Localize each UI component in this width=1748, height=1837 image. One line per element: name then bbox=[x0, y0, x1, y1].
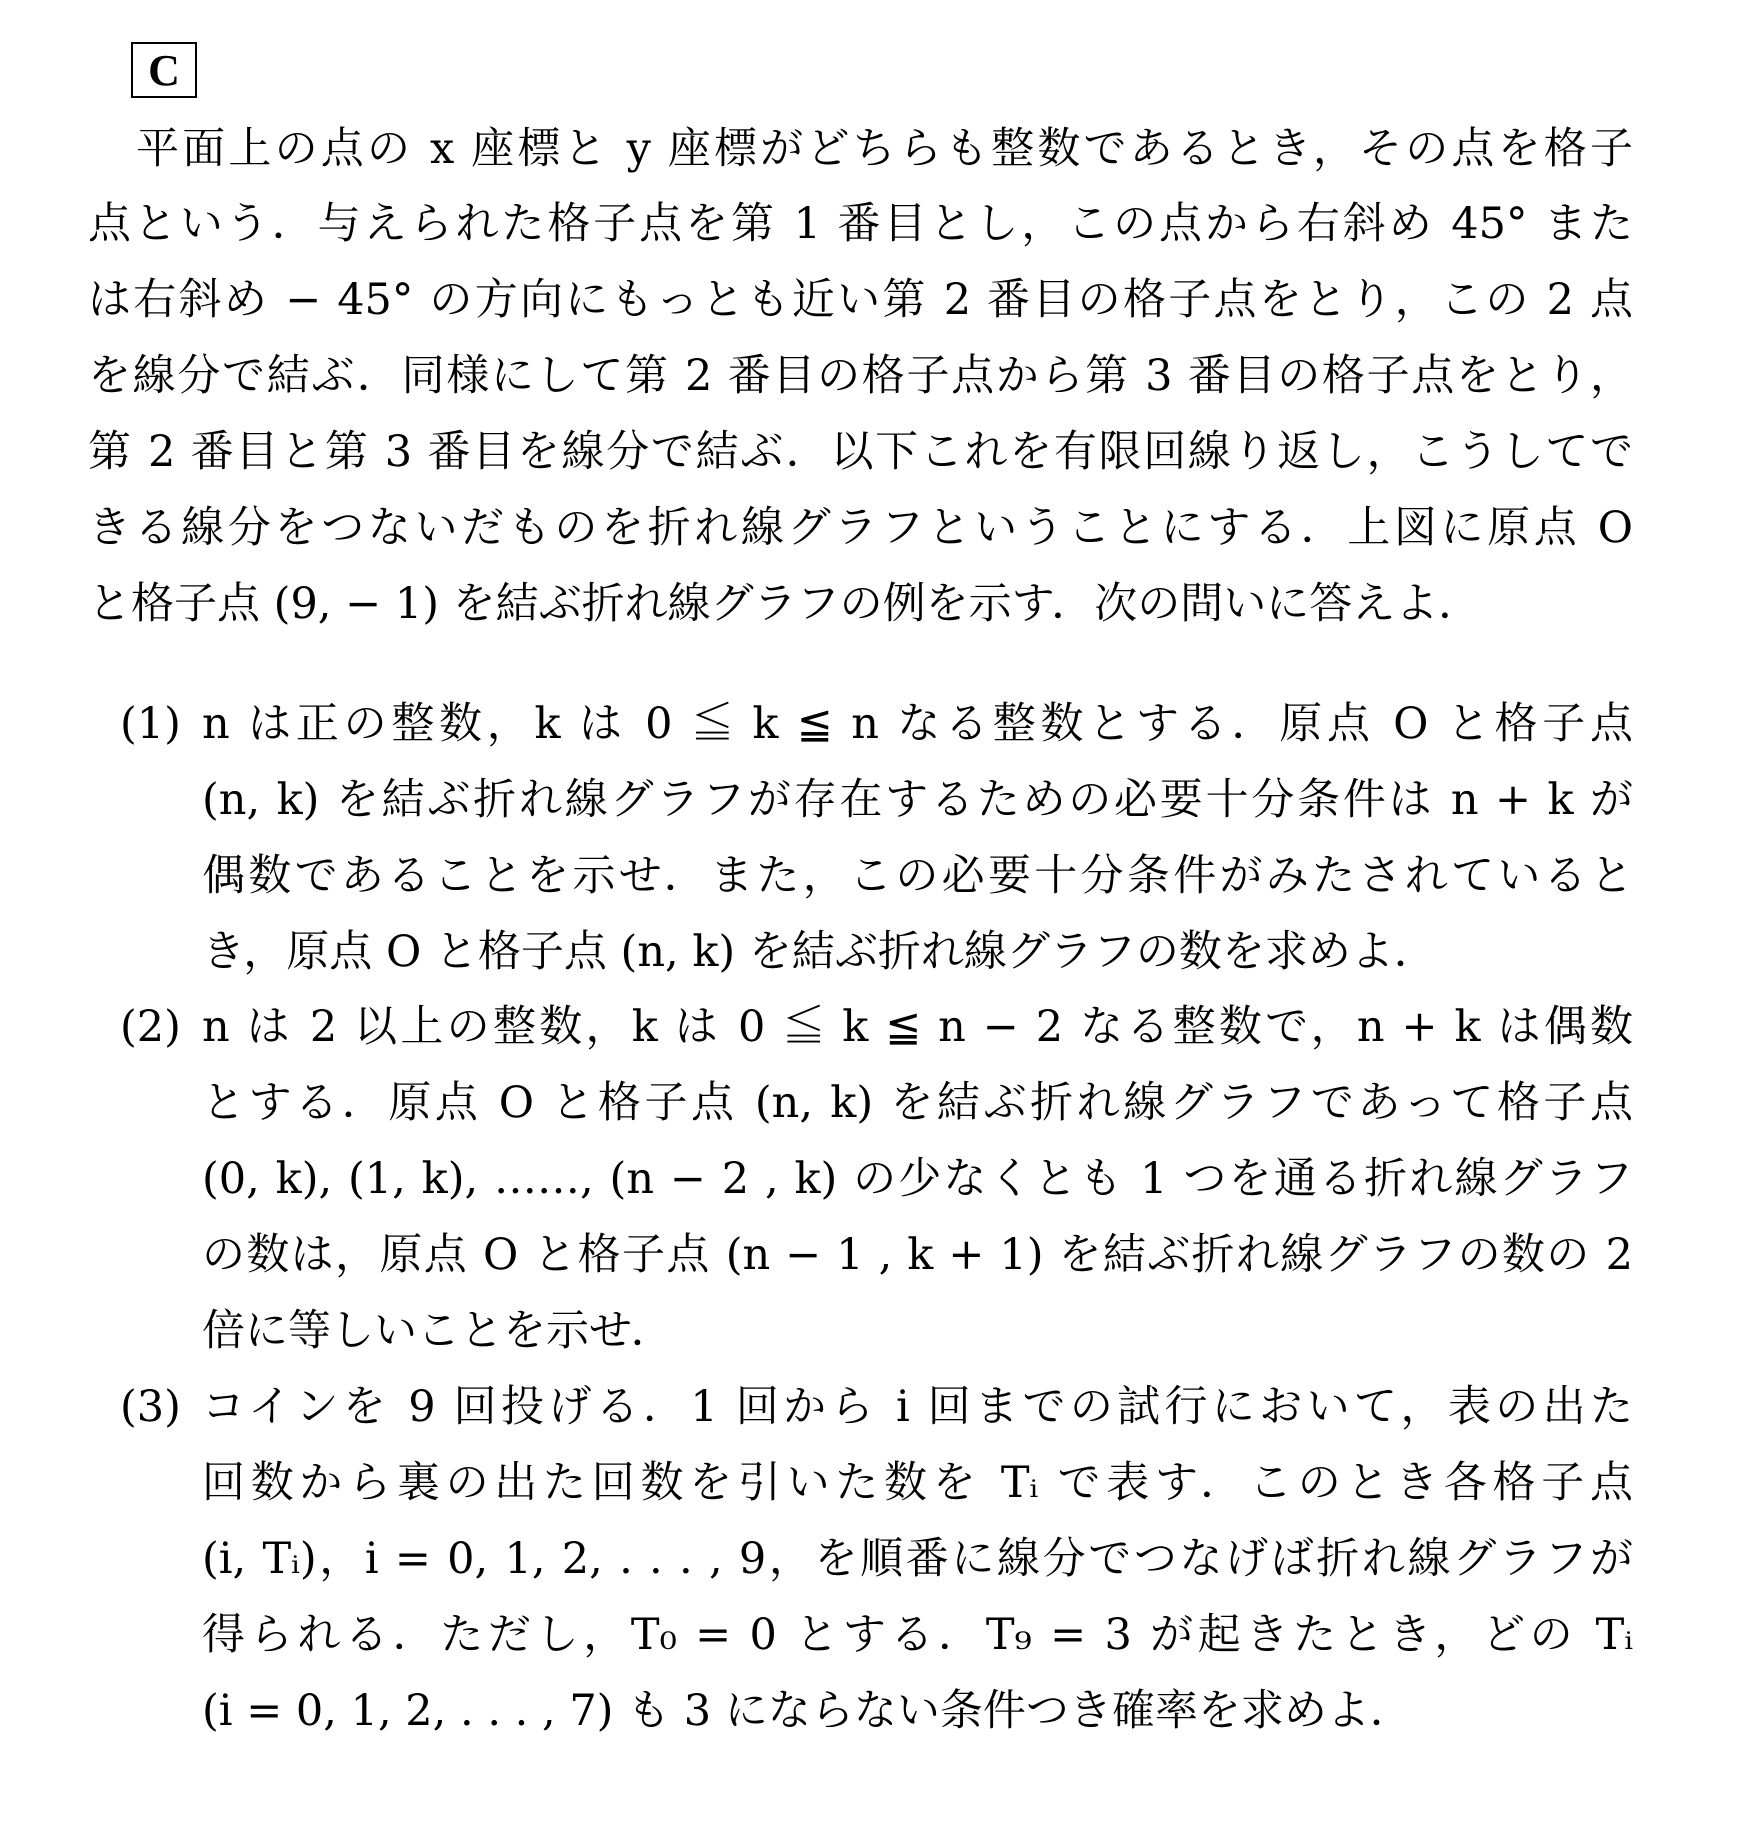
question-line: (0, k), (1, k), ……, (n − 2 , k) の少なくとも 1 つを通る折れ線グラフ bbox=[202, 1154, 1633, 1204]
question-line: 倍に等しいことを示せ． bbox=[202, 1306, 674, 1356]
intro-line: 点という．与えられた格子点を第 1 番目とし，この点から右斜め 45° また bbox=[88, 199, 1633, 249]
question-line: n は 2 以上の整数，k は 0 ≦ k ≦ n − 2 なる整数で，n + k は偶数 bbox=[202, 1002, 1633, 1052]
question-line: き，原点 O と格子点 (n, k) を結ぶ折れ線グラフの数を求めよ． bbox=[202, 927, 1437, 977]
question-line: (i = 0, 1, 2, . . . , 7) も 3 にならない条件つき確率を求めよ． bbox=[202, 1686, 1413, 1736]
intro-line: は右斜め − 45° の方向にもっとも近い第 2 番目の格子点をとり，この 2 点 bbox=[88, 275, 1633, 325]
question-number: (2) bbox=[120, 1002, 181, 1052]
question-line: 得られる．ただし，T₀ = 0 とする．T₉ = 3 が起きたとき，どの Tᵢ bbox=[202, 1610, 1633, 1660]
question-line: (n, k) を結ぶ折れ線グラフが存在するための必要十分条件は n + k が bbox=[202, 775, 1633, 825]
intro-line: きる線分をつないだものを折れ線グラフということにする．上図に原点 O bbox=[88, 503, 1633, 553]
intro-line: 平面上の点の x 座標と y 座標がどちらも整数であるとき，その点を格子 bbox=[136, 124, 1633, 174]
question-line: n は正の整数，k は 0 ≦ k ≦ n なる整数とする．原点 O と格子点 bbox=[202, 699, 1633, 749]
question-number: (1) bbox=[120, 699, 181, 749]
problem-label: C bbox=[131, 42, 197, 98]
question-number: (3) bbox=[120, 1382, 181, 1432]
intro-line: と格子点 (9, − 1) を結ぶ折れ線グラフの例を示す．次の問いに答えよ． bbox=[88, 579, 1482, 629]
question-line: コインを 9 回投げる．1 回から i 回までの試行において，表の出た bbox=[202, 1382, 1633, 1432]
question-line: 回数から裏の出た回数を引いた数を Tᵢ で表す．このとき各格子点 bbox=[202, 1458, 1633, 1508]
intro-line: 第 2 番目と第 3 番目を線分で結ぶ．以下これを有限回線り返し，こうしてで bbox=[88, 427, 1633, 477]
intro-line: を線分で結ぶ．同様にして第 2 番目の格子点から第 3 番目の格子点をとり， bbox=[88, 351, 1633, 401]
question-line: (i, Tᵢ)，i = 0, 1, 2, . . . , 9，を順番に線分でつなげば折れ線グラフが bbox=[202, 1534, 1633, 1584]
question-line: とする．原点 O と格子点 (n, k) を結ぶ折れ線グラフであって格子点 bbox=[202, 1078, 1633, 1128]
question-line: 偶数であることを示せ．また，この必要十分条件がみたされていると bbox=[202, 851, 1633, 901]
question-line: の数は，原点 O と格子点 (n − 1 , k + 1) を結ぶ折れ線グラフの数の 2 bbox=[202, 1230, 1633, 1280]
